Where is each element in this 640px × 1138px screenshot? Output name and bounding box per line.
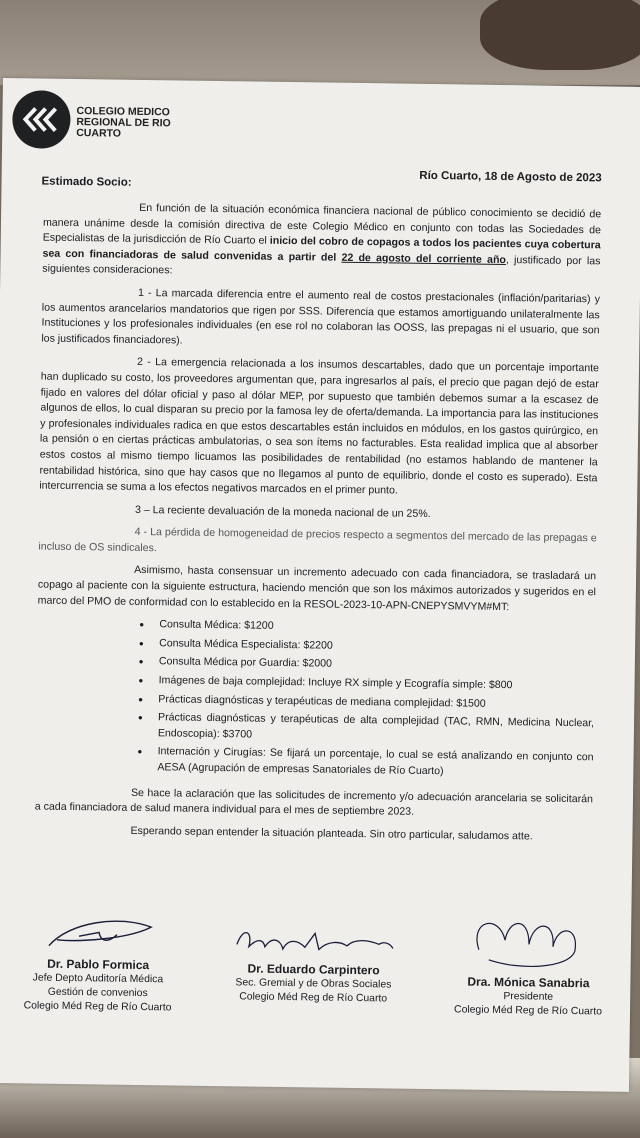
signatory-institution: Colegio Méd Reg de Río Cuarto [454,1004,603,1018]
list-item: • Prácticas diagnósticas y terapéuticas de mediana complejidad: $1500 [158,692,594,714]
signatory-carpintero [218,920,409,1007]
letter-page [0,78,640,1092]
letterhead-name: COLEGIO MEDICO REGIONAL DE RIO CUARTO [76,105,171,140]
point-3: 3 – La reciente devaluación de la moneda nacional de un 25%. [134,503,431,520]
signatory-formica [10,911,186,1015]
signatory-name: Dra. Mónica Sanabria [467,974,590,991]
list-item: • Internación y Cirugías: Se fijará un porcentaje, lo cual se está analizando en conjunto con AESA (Agrupación de empresas Sanatoriales de Río Cuarto) [157,745,593,782]
letter-body [34,200,601,853]
signatory-role: Sec. Gremial y de Obras Sociales [235,977,392,991]
copago-intro: Asimismo, hasta consensuar un incremento adecuado con cada financiadora, se trasladará un copago al paciente con la siguiente estructura, haciendo mención que son los máximos autorizados y sugeridos en el marco del PMO de conformidad con lo establecido en la RESOL-2023-10-APN-CNEPYSMVYM#MT: [37,564,597,613]
signatory-institution: Colegio Méd Reg de Río Cuarto [239,991,388,1005]
point-4: 4 - La pérdida de homogeneidad de precios respecto a segmentos del mercado de las prepagas e incluso de OS sindicales. [38,526,597,555]
intro-paragraph: En función de la situación económica financiera nacional de público conocimiento se decidió de manera unánime desde la comisión directiva de este Colegio Médico en conjunto con todas las Sociedades de Especialistas de la jurisdicción de Río Cuarto el inicio del cobro de copagos a todos los pacientes cuya cobertura sea con financiadoras de salud convenidas a partir del 22 de agosto del corriente año, justificado por las siguientes consideraciones: [42,201,602,277]
signatory-role: Jefe Depto Auditoría Médica [32,972,164,986]
signatory-sanabria [438,909,619,1020]
signatory-name: Dr. Eduardo Carpintero [247,961,380,978]
greeting: Estimado Socio: [41,175,132,189]
signature-block [0,911,631,1080]
letter-date: Río Cuarto, 18 de Agosto de 2023 [419,169,602,185]
signature-sanabria-icon [459,909,600,975]
signature-formica-icon [38,912,159,958]
list-item: • Prácticas diagnósticas y terapéuticas de alta complejidad (TAC, RMN, Medicina Nuclear, Endoscopia): $3700 [158,710,594,747]
background-object [480,0,640,70]
signatory-role: Gestión de convenios [47,986,148,1000]
point-2: 2 - La emergencia relacionada a los insumos descartables, dado que un porcentaje importante han duplicado su costo, los proveedores argumentan que, para ingresarlos al país, el precio que pagan dejó de estar fijado en valores del dólar oficial y paso al dólar MEP, por supuesto que también debemos sumar a la escasez de algunos de ellos, lo cual disparan su precio por la famosa ley de oferta/demanda. La importancia para las instituciones y profesionales individuales radica en que estos descartables están incluidos en módulos, en los gastos quirúrgico, en la pensión o en ciertas prácticas ambulatorias, o sea son ítems no facturables. Esta realidad implica que al absorber estos costos al mismo tiempo licuamos las posibilidades de rentabilidad (no estamos hablando de mantener la rentabilidad histórica, sino que hay casos que no llegamos al punto de equilibrio, donde el costo es superado). Esta intercurrencia se suma a los efectos negativos marcados en el primer punto. [39,356,600,497]
list-item: • Imágenes de baja complejidad: Incluye RX simple y Ecografía simple: $800 [158,673,594,695]
signatory-name: Dr. Pablo Formica [47,956,150,973]
clarification: Se hace la aclaración que las solicitudes de incremento y/o adecuación arancelaria se solicitarán a cada financiadora de salud manera individual para el mes de septiembre 2023. [34,786,594,818]
signatory-institution: Colegio Méd Reg de Río Cuarto [23,1000,172,1014]
list-item: • Consulta Médica por Guardia: $2000 [159,655,595,677]
list-item: • Consulta Médica: $1200 [159,617,595,639]
signatory-role: Presidente [503,991,554,1003]
list-item: • Consulta Médica Especialista: $2200 [159,636,595,658]
point-1: 1 - La marcada diferencia entre el aumento real de costos prestacionales (inflación/paritarias) y los aumentos arancelarios mandatorios que rigen por SSS. Diferencia que estamos amortiguando unilateralmente las Instituciones y los profesionales individuales (en ese rol no colaboran las OOSS, las prepagas ni el usuario, que son los justificados financiadores). [41,286,601,347]
price-list [35,616,595,782]
colegio-logo-icon [12,90,71,149]
signature-carpintero-icon [229,920,400,962]
closing: Esperando sepan entender la situación planteada. Sin otro particular, saludamos atte. [130,824,533,843]
